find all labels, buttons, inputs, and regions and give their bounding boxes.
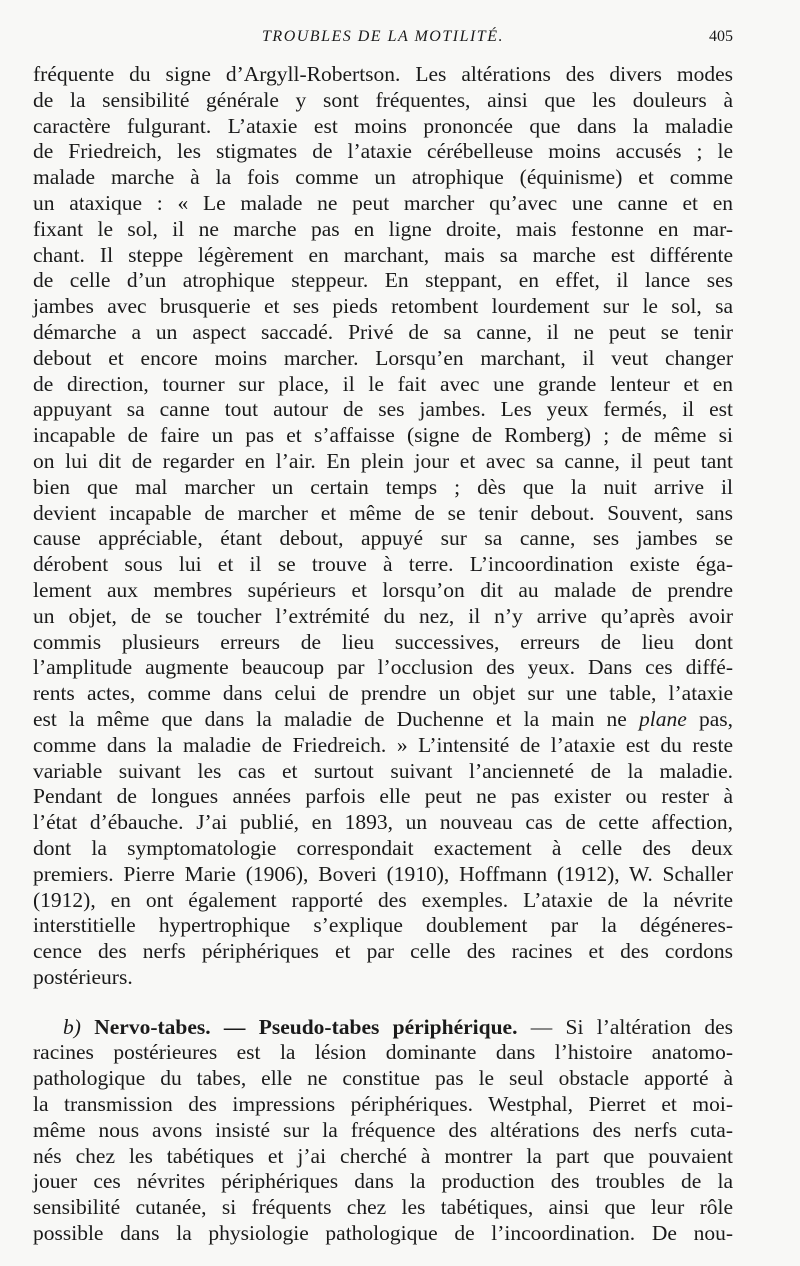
text-line: appuyant sa canne tout autour de ses jambes. Les yeux fermés, il est <box>33 397 733 422</box>
text-line: variable suivant les cas et surtout suivant l’ancienneté de la maladie. <box>33 758 733 783</box>
text-line: possible dans la physiologie pathologique de l’incoordination. De nou- <box>33 1221 733 1246</box>
text-line: nés chez les tabétiques et j’ai cherché à montrer la part que pouvaient <box>33 1143 733 1168</box>
text-line: de celle d’un atrophique steppeur. En steppant, en effet, il lance ses <box>33 268 733 293</box>
text-segment: est la même que dans la maladie de Duchenne et la main ne <box>33 706 639 731</box>
text-segment: pas, <box>686 706 733 731</box>
text-line: la transmission des impressions périphériques. Westphal, Pierret et moi- <box>33 1092 733 1117</box>
text-line: (1912), en ont également rapporté des exemples. L’ataxie de la névrite <box>33 887 733 912</box>
paragraph-ataxia <box>33 62 733 991</box>
text-line: chant. Il steppe légèrement en marchant, mais sa marche est différente <box>33 242 733 267</box>
running-title: TROUBLES DE LA MOTILITÉ. <box>262 28 504 45</box>
text-line: comme dans la maladie de Friedreich. » L’intensité de l’ataxie est du reste <box>33 732 733 757</box>
text-line: on lui dit de regarder en l’air. En plein jour et avec sa canne, il peut tant <box>33 448 733 473</box>
text-line: Pendant de longues années parfois elle peut ne pas exister ou rester à <box>33 784 733 809</box>
text-line: un ataxique : « Le malade ne peut marcher qu’avec une canne et en <box>33 190 733 215</box>
text-line: jambes avec brusquerie et ses pieds retombent lourdement sur le sol, sa <box>33 294 733 319</box>
text-line: premiers. Pierre Marie (1906), Boveri (1910), Hoffmann (1912), W. Schaller <box>33 861 733 886</box>
text-line: fréquente du signe d’Argyll-Robertson. Les altérations des divers modes <box>33 62 733 86</box>
text-line: l’amplitude augmente beaucoup par l’occlusion des yeux. Dans ces diffé- <box>33 655 733 680</box>
text-line: dont la symptomatologie correspondait exactement à celle des deux <box>33 835 733 860</box>
section-letter: b) <box>63 1014 81 1039</box>
text-line: debout et encore moins marcher. Lorsqu’en marchant, il veut changer <box>33 345 733 370</box>
section-b-nervo-tabes <box>33 1015 733 1247</box>
text-line: interstitielle hypertrophique s’explique doublement par la dégéneres- <box>33 913 733 938</box>
paragraph-gap <box>33 991 733 1015</box>
italic-word-plane: plane <box>639 706 687 731</box>
text-line: jouer ces névrites périphériques dans la production des troubles de la <box>33 1169 733 1194</box>
page-number: 405 <box>709 28 733 45</box>
running-head <box>33 28 733 52</box>
text-line: fixant le sol, il ne marche pas en ligne droite, mais festonne en mar- <box>33 216 733 241</box>
text-line: l’état d’ébauche. J’ai publié, en 1893, un nouveau cas de cette affection, <box>33 810 733 835</box>
text-line: malade marche à la fois comme un atrophique (équinisme) et comme <box>33 165 733 190</box>
text-line: de la sensibilité générale y sont fréquentes, ainsi que les douleurs à <box>33 87 733 112</box>
text-line: de Friedreich, les stigmates de l’ataxie cérébelleuse moins accusés ; le <box>33 139 733 164</box>
text-line: sensibilité cutanée, si fréquents chez les tabétiques, ainsi que leur rôle <box>33 1195 733 1220</box>
text-segment: — Si l’altération des <box>517 1014 734 1039</box>
text-line: commis plusieurs erreurs de lieu successives, erreurs de lieu dont <box>33 629 733 654</box>
text-line: postérieurs. <box>33 964 133 989</box>
text-line: un objet, de se toucher l’extrémité du nez, il n’y arrive qu’après avoir <box>33 603 733 628</box>
section-title: Nervo-tabes. — Pseudo-tabes périphérique. <box>94 1014 518 1039</box>
text-line-plane <box>33 707 733 733</box>
text-line: racines postérieures est la lésion dominante dans l’histoire anatomo- <box>33 1040 733 1065</box>
body-text <box>33 62 733 1247</box>
text-line: bien que mal marcher un certain temps ; dès que la nuit arrive il <box>33 474 733 499</box>
text-line: incapable de faire un pas et s’affaisse (signe de Romberg) ; de même si <box>33 423 733 448</box>
text-line: de direction, tourner sur place, il le fait avec une grande lenteur et en <box>33 371 733 396</box>
section-heading-line <box>33 1015 733 1041</box>
text-line: démarche a un aspect saccadé. Privé de sa canne, il ne peut se tenir <box>33 319 733 344</box>
text-line: caractère fulgurant. L’ataxie est moins prononcée que dans la maladie <box>33 113 733 138</box>
text-line: rents actes, comme dans celui de prendre un objet sur une table, l’ataxie <box>33 681 733 706</box>
text-line: cause appréciable, étant debout, appuyé sur sa canne, ses jambes se <box>33 526 733 551</box>
text-line: cence des nerfs périphériques et par celle des racines et des cordons <box>33 939 733 964</box>
text-line: dérobent sous lui et il se trouve à terre. L’incoordination existe éga- <box>33 552 733 577</box>
text-line: devient incapable de marcher et même de se tenir debout. Souvent, sans <box>33 500 733 525</box>
text-line: pathologique du tabes, elle ne constitue pas le seul obstacle apporté à <box>33 1066 733 1091</box>
text-line: lement aux membres supérieurs et lorsqu’on dit au malade de prendre <box>33 577 733 602</box>
text-line: même nous avons insisté sur la fréquence des altérations des nerfs cuta- <box>33 1117 733 1142</box>
